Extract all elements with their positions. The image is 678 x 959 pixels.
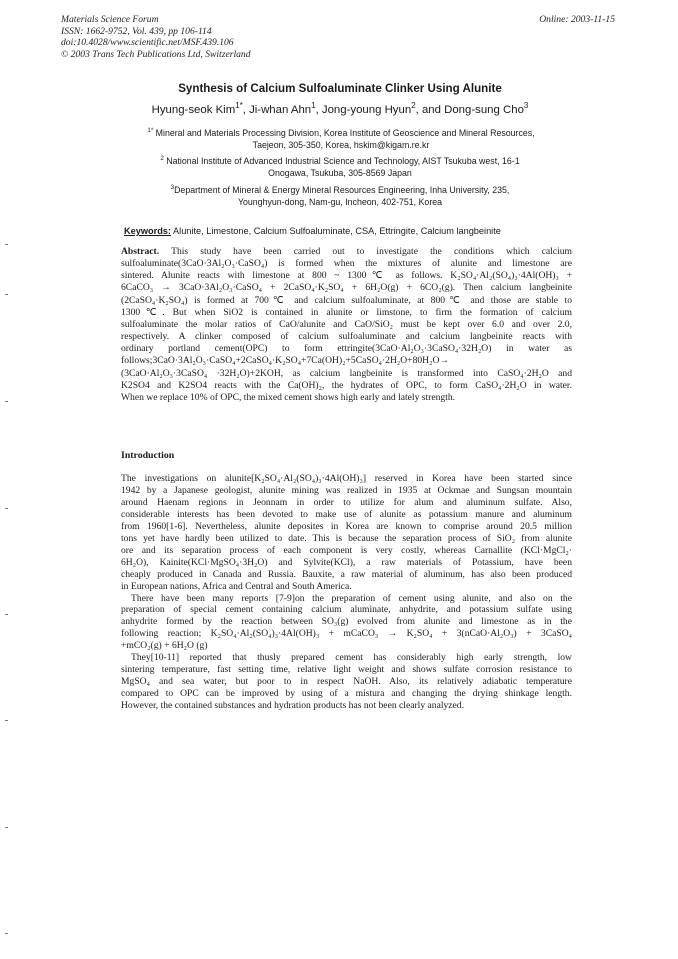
intro-line: 1942 by a Japanese geologist, alunite mining was realized in 1935 at Ockmae and Sungsan mountain bbox=[121, 484, 572, 496]
introduction-body bbox=[121, 473, 572, 712]
author-name: , Jong-young Hyun bbox=[315, 104, 412, 116]
affil-text: Taejeon, 305-350, Korea, hskim@kigam.re.kr bbox=[252, 140, 430, 150]
affil-text: National Institute of Advanced Industrial Science and Technology, AIST Tsukuba west, 16-1 bbox=[166, 156, 520, 166]
scan-margin-mark bbox=[5, 244, 8, 245]
affil-text: Department of Mineral & Energy Mineral Resources Engineering, Inha University, 235, bbox=[174, 185, 510, 195]
intro-line: 6H₂O), Kainite(KCl·MgSO₄·3H₂O) and Sylvite(KCl), a raw materials of Potassium, have been bbox=[121, 556, 572, 568]
abstract-line bbox=[121, 246, 572, 258]
author-sup: 1* bbox=[235, 101, 243, 111]
affiliation-1 bbox=[96, 127, 586, 151]
intro-line: preparation of special cement containing calcium aluminate, anhydrite, and potassium sulfate using bbox=[121, 604, 572, 616]
abstract-line: When we replace 10% of OPC, the mixed cement shows high early and lately strength. bbox=[121, 391, 456, 403]
abstract-line: sulfoaluminate the molar ratios of CaO/alunite and CaO/SiO₂ must be kept over 6.0 and over 2.0, bbox=[121, 318, 572, 330]
issn-line: ISSN: 1662-9752, Vol. 439, pp 106-114 bbox=[61, 25, 212, 37]
affil-sup: 2 bbox=[160, 155, 164, 163]
intro-line: However, the contained substances and hydration products has not been clearly analyzed. bbox=[121, 700, 465, 712]
author-sup: 1 bbox=[311, 101, 316, 111]
citation-block bbox=[61, 14, 251, 60]
intro-line: considerable interests has been devoted to make use of alunite as potassium manure and aluminum bbox=[121, 508, 572, 520]
intro-line: following reaction; K₂SO₄·Al₂(SO₄)₃·4Al(OH)₃ + mCaCO₃ → K₂SO₄ + 3(nCaO·Al₂O₃) + 3CaSO₄ bbox=[121, 628, 572, 640]
doi-link[interactable]: doi:10.4028/www.scientific.net/MSF.439.106 bbox=[61, 37, 234, 49]
intro-line: cheaply produced in Canada and Russia. Bauxite, a raw material of aluminum, has also been produced bbox=[121, 568, 572, 580]
author-name: Hyung-seok Kim bbox=[151, 104, 236, 116]
keywords-text: Alunite, Limestone, Calcium Sulfoaluminate, CSA, Ettringite, Calcium langbeinite bbox=[173, 226, 501, 236]
author-list bbox=[60, 101, 620, 116]
keywords bbox=[124, 226, 624, 236]
affil-text: Younghyun-dong, Nam-gu, Incheon, 402-751, Korea bbox=[237, 197, 443, 207]
intro-line: in European nations, Africa and Central and South America. bbox=[121, 580, 352, 592]
affiliation-2 bbox=[110, 155, 570, 179]
author-sup: 3 bbox=[523, 101, 529, 111]
keywords-label: Keywords: bbox=[124, 226, 171, 236]
affil-text: Mineral and Materials Processing Division, Korea Institute of Geoscience and Mineral Resources, bbox=[155, 128, 535, 138]
abstract-label: Abstract. bbox=[121, 246, 160, 257]
affil-sup: 3 bbox=[170, 184, 175, 192]
scan-margin-mark bbox=[5, 827, 8, 828]
scan-margin-mark bbox=[5, 720, 8, 721]
abstract-line: 6CaCO₃ → 3CaO·3Al₂O₃·CaSO₄ + 2CaSO₄·K₂SO₄ + 6H₂O(g) + 6CO₂(g). Then calcium langbeinite bbox=[121, 282, 572, 294]
intro-line: anhydrite formed by the reaction between SO₃(g) evolved from alunite and limestone as in the bbox=[121, 616, 572, 628]
copyright-line: © 2003 Trans Tech Publications Ltd, Switzerland bbox=[61, 48, 251, 60]
intro-line: +mCO₂(g) + 6H₂O (g) bbox=[121, 640, 208, 652]
abstract-line: sulfoaluminate(3CaO·3Al₂O₃·CaSO₄) is formed when the mixtures of alunite and limestone are bbox=[121, 258, 572, 270]
abstract-line: respectively. A clinker composed of calcium sulfoaluminate and calcium langbeinite reacts with bbox=[121, 331, 572, 343]
intro-line: MgSO₄ and sea water, but poor to in respect NaOH. Also, its relatively adiabatic temperature bbox=[121, 676, 572, 688]
section-heading-introduction: Introduction bbox=[121, 450, 175, 461]
abstract-line: K2SO4 and K2SO4 reacts with the Ca(OH)₂, the hydrates of OPC, to form CaSO₄·2H₂O in water. bbox=[121, 379, 572, 391]
author-name: , Ji-whan Ahn bbox=[242, 104, 312, 116]
intro-line: There have been many reports [7-9]on the preparation of cement using alunite, and also on the bbox=[131, 592, 572, 604]
journal-name: Materials Science Forum bbox=[61, 14, 159, 25]
abstract-line: sintered. Alunite reacts with limestone at 800 ~ 1300℃ as follows. K₂SO₄·Al₂(SO₄)₃·4Al(OH)₃ + bbox=[121, 270, 572, 282]
abstract-line: ordinary portland cement(OPC) to form ettringite(3CaO·Al₂O₃·3CaSO₄·32H₂O) in water as bbox=[121, 343, 572, 355]
running-header bbox=[61, 14, 615, 60]
affil-sup: 1* bbox=[147, 127, 154, 135]
intro-line: They[10-11] reported that thusly prepared cement has considerably high early strength, low bbox=[131, 652, 572, 664]
intro-line: around Haenam regions in Jeonnam in order to utilize for alum and aluminum sulfate. Also, bbox=[121, 496, 572, 508]
intro-line: tons yet have hardly been utilized to date. This is because the separation process of SiO₂ from alunite bbox=[121, 532, 572, 544]
scan-margin-mark bbox=[5, 401, 8, 402]
intro-line: from 1960[1-6]. Nevertheless, alunite deposites in Korea are known to comprise around 20.5 million bbox=[121, 520, 572, 532]
online-date: Online: 2003-11-15 bbox=[539, 14, 615, 25]
paper-title: Synthesis of Calcium Sulfoaluminate Clinker Using Alunite bbox=[178, 82, 502, 95]
intro-line: compared to OPC can be improved by using of a mistura and changing the drying shinkage length. bbox=[121, 688, 572, 700]
scan-margin-mark bbox=[5, 933, 8, 934]
scan-margin-mark bbox=[5, 614, 8, 615]
author-sup: 2 bbox=[411, 101, 416, 111]
abstract bbox=[121, 246, 572, 404]
intro-line: sintering temperature, fast setting time, relative light weight and shows sulfate corrosion resistance to bbox=[121, 664, 572, 676]
abstract-line: (3CaO·Al₂O₃·3CaSO₄ ·32H₂O)+2KOH, as calcium langbeinite is transformed into CaSO₄·2H₂O and bbox=[121, 367, 572, 379]
scan-margin-mark bbox=[5, 508, 8, 509]
abstract-line: 1300℃. But when SiO2 is contained in alunite or limstone, to firm the formation of calcium bbox=[121, 306, 572, 318]
intro-line: ore and its separation process of each component is very costly, whereas Carnallite (KCl·MgCl₂· bbox=[121, 544, 572, 556]
affil-text: Onogawa, Tsukuba, 305-8569 Japan bbox=[268, 168, 412, 178]
scan-margin-mark bbox=[5, 294, 8, 295]
affiliation-3 bbox=[110, 184, 570, 208]
intro-line: The investigations on alunite[K₂SO₄·Al₂(SO₄)₃·4Al(OH)₃] reserved in Korea have been started since bbox=[121, 473, 572, 484]
author-name: , and Dong-sung Cho bbox=[415, 104, 524, 116]
abstract-text: This study have been carried out to investigate the conditions which calcium bbox=[171, 246, 572, 257]
abstract-line: (2CaSO₄·K₂SO₄) is formed at 700℃ and calcium sulfoaluminate, at 800℃ and those are stable to bbox=[121, 294, 572, 306]
abstract-line: follows;3CaO·3Al₂O₃·CaSO₄+2CaSO₄·K₂SO₄+7Ca(OH)₂+5CaSO₄·2H₂O+80H₂O→ bbox=[121, 355, 449, 367]
